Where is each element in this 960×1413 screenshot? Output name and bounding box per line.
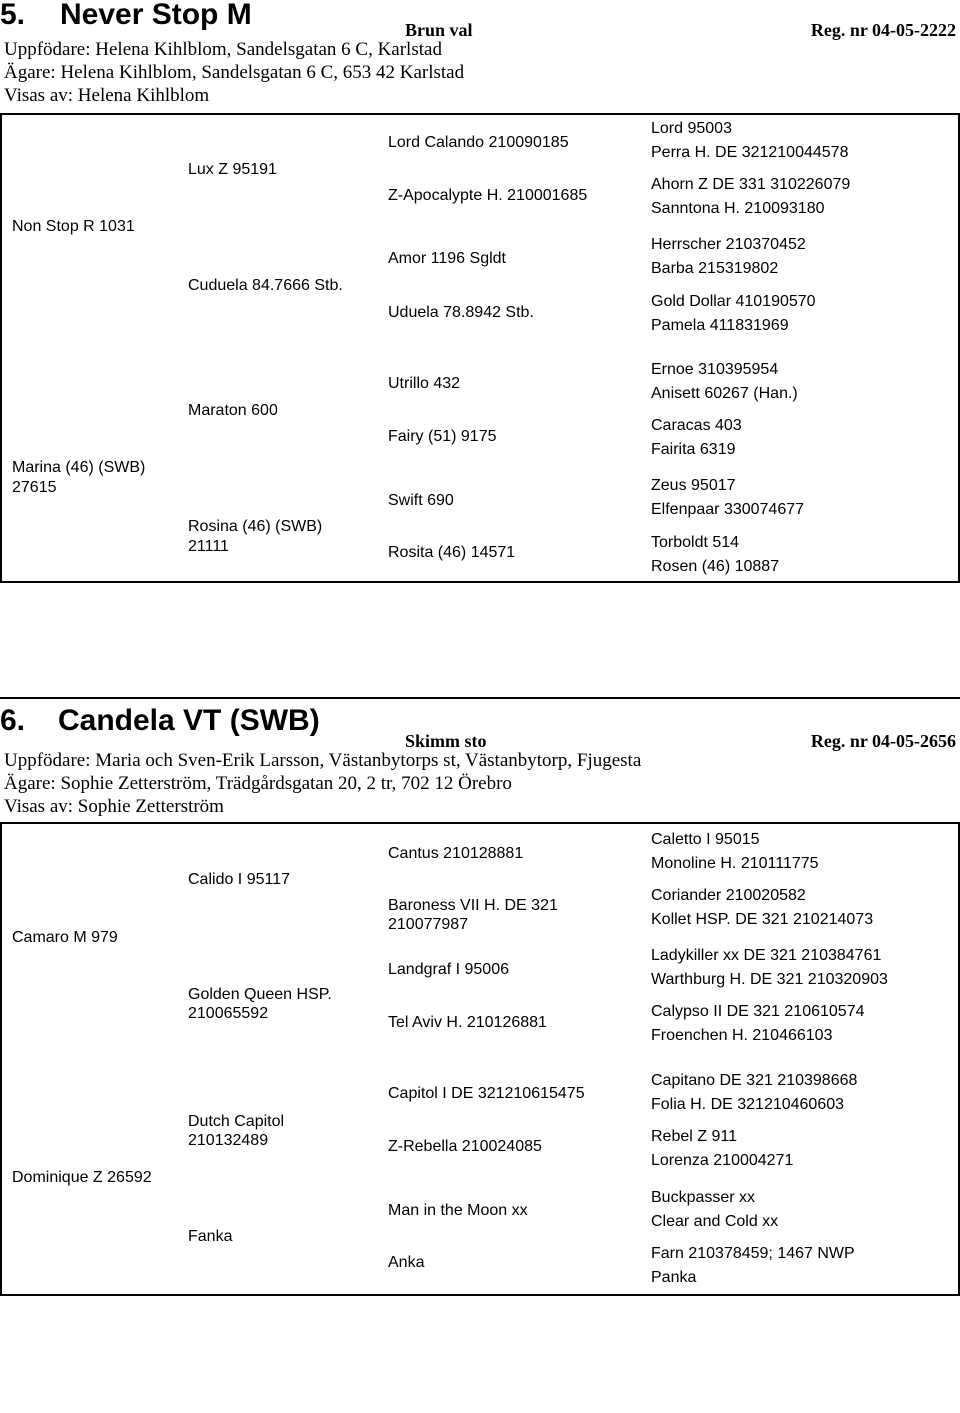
g4-ancestor: Capitano DE 321 210398668	[651, 1072, 858, 1089]
g3-ancestor: Landgraf I 95006	[388, 961, 509, 978]
shown-by: Visas av: Helena Kihlblom	[4, 85, 210, 106]
dam-dam: Rosina (46) (SWB)	[188, 518, 323, 535]
dam: Dominique Z 26592	[12, 1169, 152, 1186]
g3-ancestor: Fairy (51) 9175	[388, 428, 497, 445]
pedigree-table	[0, 822, 960, 1296]
registration-number: Reg. nr 04-05-2222	[810, 20, 956, 40]
g4-ancestor: Lorenza 210004271	[651, 1152, 794, 1169]
g4-ancestor: Ernoe 310395954	[651, 361, 779, 378]
entry-number: 6.	[0, 704, 26, 737]
g3-ancestor: Man in the Moon xx	[388, 1202, 528, 1219]
g4-ancestor: Coriander 210020582	[651, 887, 806, 904]
g4-ancestor: Buckpasser xx	[651, 1189, 756, 1206]
g3-ancestor: Z-Apocalypte H. 210001685	[388, 187, 588, 204]
g3-ancestor: Z-Rebella 210024085	[388, 1138, 542, 1155]
horse-color: Skimm sto	[405, 731, 487, 751]
g4-ancestor: Froenchen H. 210466103	[651, 1027, 833, 1044]
sire-sire: Lux Z 95191	[188, 161, 277, 178]
owner: Ägare: Sophie Zetterström, Trädgårdsgatan 20, 2 tr, 702 12 Örebro	[4, 773, 512, 794]
section-divider	[0, 697, 960, 699]
dam-dam: Fanka	[188, 1228, 233, 1245]
horse-name: Never Stop M	[60, 0, 252, 31]
g3-ancestor: Lord Calando 210090185	[388, 134, 569, 151]
g4-ancestor: Farn 210378459; 1467 NWP	[651, 1245, 855, 1262]
sire-dam: 210065592	[188, 1005, 269, 1022]
dam-sire: 210132489	[188, 1132, 269, 1149]
g4-ancestor: Fairita 6319	[651, 441, 736, 458]
g3-ancestor: Rosita (46) 14571	[388, 544, 516, 561]
g4-ancestor: Rebel Z 911	[651, 1128, 737, 1145]
g3-ancestor: Tel Aviv H. 210126881	[388, 1014, 547, 1031]
g4-ancestor: Caletto I 95015	[651, 831, 760, 848]
g4-ancestor: Folia H. DE 321210460603	[651, 1096, 845, 1113]
dam: 27615	[12, 479, 57, 496]
g3-ancestor: Capitol I DE 321210615475	[388, 1085, 585, 1102]
g3-ancestor: Cantus 210128881	[388, 845, 524, 862]
g4-ancestor: Zeus 95017	[651, 477, 736, 494]
g3-ancestor: Amor 1196 Sgldt	[388, 250, 506, 267]
breeder: Uppfödare: Maria och Sven-Erik Larsson, Västanbytorps st, Västanbytorp, Fjugesta	[4, 750, 642, 771]
dam-sire: Dutch Capitol	[188, 1113, 285, 1130]
g4-ancestor: Gold Dollar 410190570	[651, 293, 816, 310]
entry-number: 5.	[0, 0, 26, 31]
sire: Camaro M 979	[12, 929, 118, 946]
sire: Non Stop R 1031	[12, 218, 135, 235]
breeder: Uppfödare: Helena Kihlblom, Sandelsgatan 6 C, Karlstad	[4, 39, 442, 60]
g4-ancestor: Monoline H. 210111775	[651, 855, 819, 872]
horse-color: Brun val	[405, 20, 473, 40]
g4-ancestor: Clear and Cold xx	[651, 1213, 779, 1230]
g3-ancestor: Baroness VII H. DE 321	[388, 897, 558, 914]
dam-dam: 21111	[188, 538, 229, 555]
sire-sire: Calido I 95117	[188, 871, 290, 888]
horse-name: Candela VT (SWB)	[58, 704, 320, 737]
dam: Marina (46) (SWB)	[12, 459, 146, 476]
sire-dam: Golden Queen HSP.	[188, 986, 332, 1003]
g3-ancestor: Uduela 78.8942 Stb.	[388, 304, 534, 321]
sire-dam: Cuduela 84.7666 Stb.	[188, 277, 343, 294]
g4-ancestor: Torboldt 514	[651, 534, 740, 551]
owner: Ägare: Helena Kihlblom, Sandelsgatan 6 C, 653 42 Karlstad	[4, 62, 465, 83]
shown-by: Visas av: Sophie Zetterström	[4, 796, 224, 817]
g4-ancestor: Warthburg H. DE 321 210320903	[651, 971, 888, 988]
g4-ancestor: Barba 215319802	[651, 260, 779, 277]
g4-ancestor: Ladykiller xx DE 321 210384761	[651, 947, 882, 964]
g4-ancestor: Kollet HSP. DE 321 210214073	[651, 911, 874, 928]
g4-ancestor: Caracas 403	[651, 417, 742, 434]
g4-ancestor: Ahorn Z DE 331 310226079	[651, 176, 851, 193]
g4-ancestor: Panka	[651, 1269, 697, 1286]
g3-ancestor: Utrillo 432	[388, 375, 461, 392]
g3-ancestor: Swift 690	[388, 492, 454, 509]
g3-ancestor: Anka	[388, 1254, 425, 1271]
g4-ancestor: Lord 95003	[651, 120, 732, 137]
g4-ancestor: Pamela 411831969	[651, 317, 789, 334]
g3-ancestor: 210077987	[388, 916, 469, 933]
g4-ancestor: Elfenpaar 330074677	[651, 501, 805, 518]
dam-sire: Maraton 600	[188, 402, 278, 419]
g4-ancestor: Rosen (46) 10887	[651, 558, 780, 575]
g4-ancestor: Sanntona H. 210093180	[651, 200, 825, 217]
g4-ancestor: Herrscher 210370452	[651, 236, 806, 253]
g4-ancestor: Anisett 60267 (Han.)	[651, 385, 798, 402]
registration-number: Reg. nr 04-05-2656	[810, 731, 956, 751]
g4-ancestor: Perra H. DE 321210044578	[651, 144, 849, 161]
g4-ancestor: Calypso II DE 321 210610574	[651, 1003, 865, 1020]
